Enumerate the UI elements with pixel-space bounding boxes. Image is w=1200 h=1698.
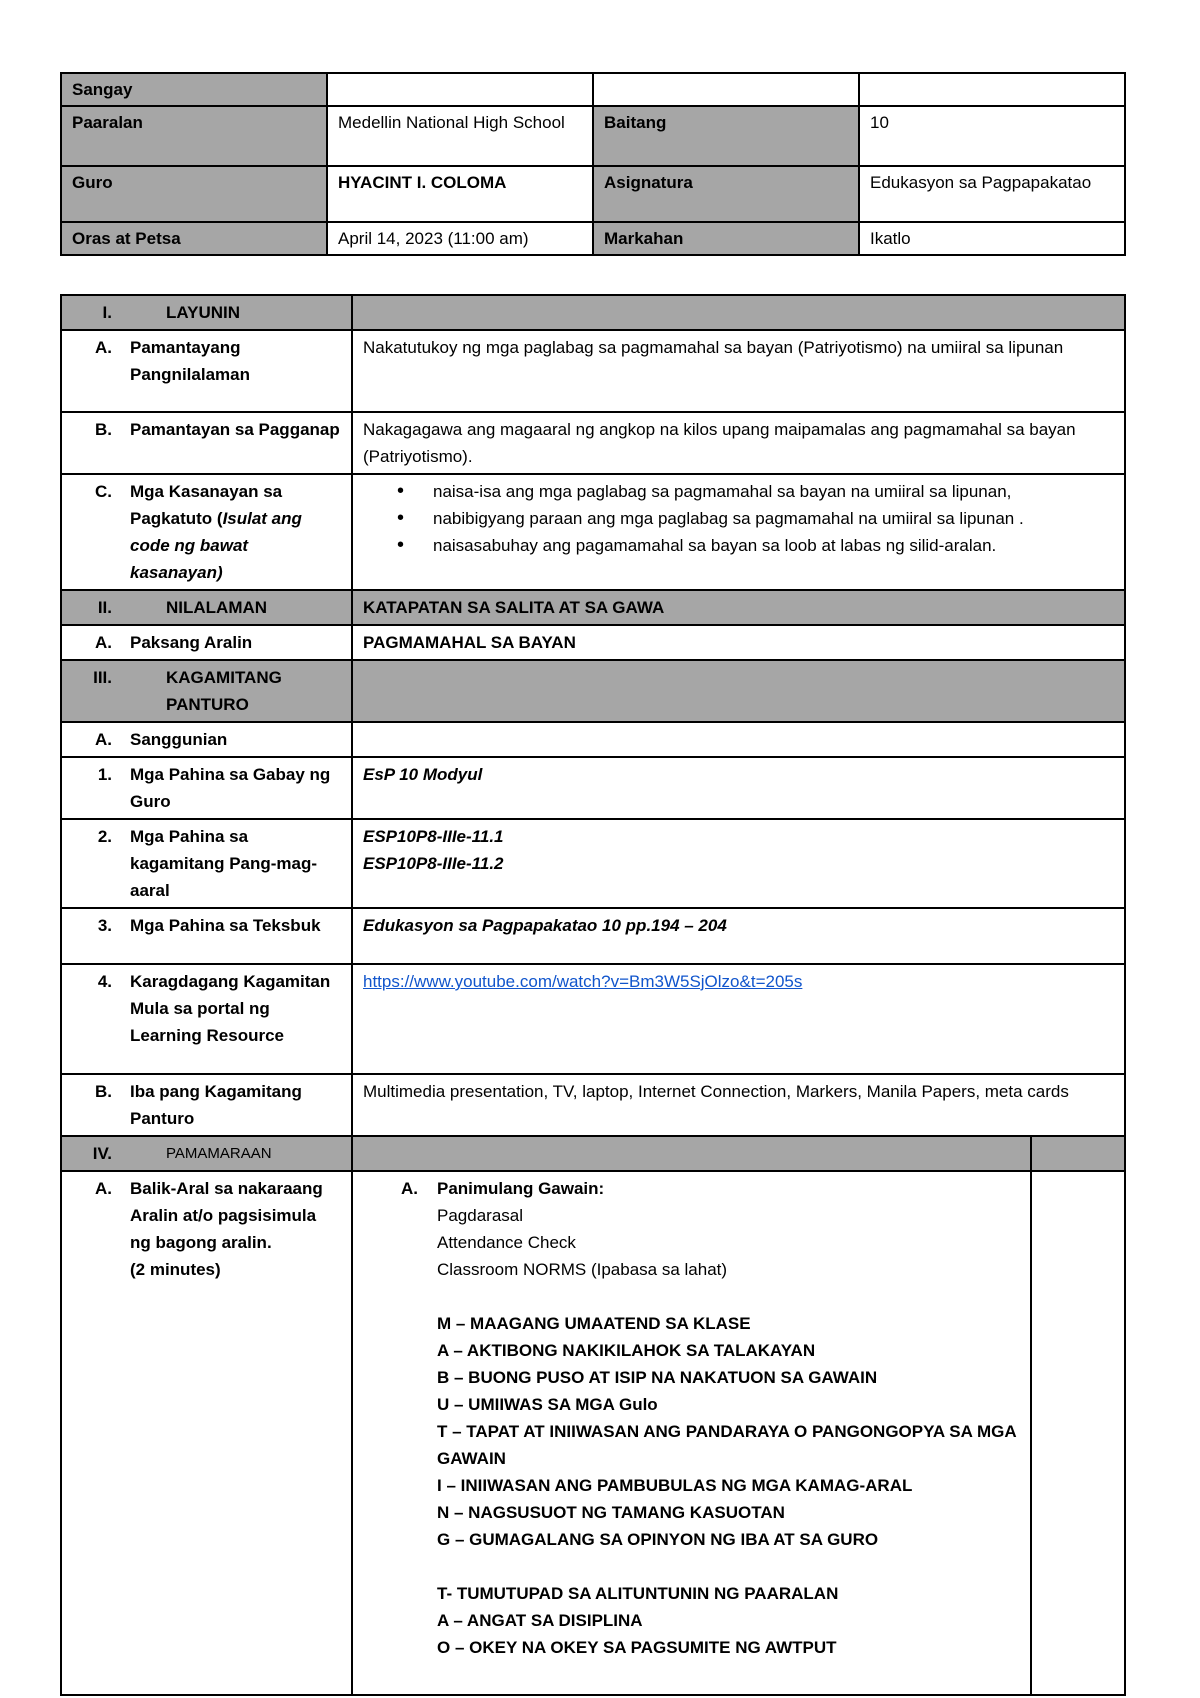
list-item: • naisa-isa ang mga paglabag sa pagmamahal sa bayan na umiiral sa lipunan, bbox=[393, 478, 1114, 505]
row-balik-aral bbox=[61, 1171, 352, 1695]
item-number: 1. bbox=[97, 765, 112, 784]
guro-label: Guro bbox=[61, 166, 327, 222]
pamamaraan-remarks bbox=[1031, 1136, 1125, 1171]
norm-line: B – BUONG PUSO AT ISIP NA NAKATUON SA GAWAIN bbox=[437, 1368, 878, 1387]
section-kagamitang-panturo bbox=[61, 660, 352, 722]
paaralan-value: Medellin National High School bbox=[327, 106, 593, 166]
youtube-link[interactable]: https://www.youtube.com/watch?v=Bm3W5SjOlzo&t=205s bbox=[363, 972, 803, 991]
row-mga-kasanayan bbox=[61, 474, 352, 590]
norm-line: G – GUMAGALANG SA OPINYON NG IBA AT SA GURO bbox=[437, 1530, 879, 1549]
norm-line: N – NAGSUSUOT NG TAMANG KASUOTAN bbox=[437, 1503, 785, 1522]
item-label: Pamantayang Pangnilalaman bbox=[130, 338, 250, 384]
item-number: B. bbox=[95, 1082, 112, 1101]
norm-line: U – UMIIWAS SA MGA Gulo bbox=[437, 1395, 658, 1414]
section-title: NILALAMAN bbox=[166, 598, 268, 617]
sangay-extra-1 bbox=[593, 73, 859, 106]
teksbuk-value: Edukasyon sa Pagpapakatao 10 pp.194 – 204 bbox=[352, 908, 1125, 964]
item-label: Paksang Aralin bbox=[130, 633, 253, 652]
activity-title: Panimulang Gawain: bbox=[437, 1179, 605, 1198]
norm-line: A – AKTIBONG NAKIKILAHOK SA TALAKAYAN bbox=[437, 1341, 816, 1360]
section-layunin bbox=[61, 295, 352, 330]
header-table bbox=[60, 72, 1126, 256]
section-pamamaraan bbox=[61, 1136, 352, 1171]
iba-pang-kagamitang-value: Multimedia presentation, TV, laptop, Internet Connection, Markers, Manila Papers, meta cards bbox=[352, 1074, 1125, 1136]
item-label: Pamantayan sa Pagganap bbox=[130, 420, 340, 439]
balik-aral-content bbox=[352, 1171, 1031, 1695]
asignatura-label: Asignatura bbox=[593, 166, 859, 222]
item-label: Mga Pahina sa Teksbuk bbox=[130, 916, 321, 935]
item-time: (2 minutes) bbox=[130, 1260, 221, 1279]
guro-value: HYACINT I. COLOMA bbox=[327, 166, 593, 222]
section-layunin-value bbox=[352, 295, 1125, 330]
item-label: Mga Kasanayan sa Pagkatuto ( bbox=[130, 482, 283, 528]
sangay-extra-2 bbox=[859, 73, 1125, 106]
item-label: Mga Pahina sa Gabay ng Guro bbox=[130, 765, 331, 811]
code-line: ESP10P8-IIIe-11.1 bbox=[363, 827, 504, 846]
section-title: LAYUNIN bbox=[166, 303, 240, 322]
row-paksang-aralin bbox=[61, 625, 352, 660]
section-number: II. bbox=[97, 598, 112, 617]
row-karagdagang-kagamitan bbox=[61, 964, 352, 1074]
item-label-italic: Isulat ang code ng bawat kasanayan) bbox=[130, 509, 302, 582]
row-pamantayan-sa-pagganap bbox=[61, 412, 352, 474]
sanggunian-value bbox=[352, 722, 1125, 757]
norm-line: T – TAPAT AT INIIWASAN ANG PANDARAYA O PANGONGOPYA SA MGA GAWAIN bbox=[437, 1422, 1016, 1468]
list-item: • naisasabuhay ang pagamamahal sa bayan sa loob at labas ng silid-aralan. bbox=[393, 532, 1114, 559]
norm-line: T- TUMUTUPAD SA ALITUNTUNIN NG PAARALAN bbox=[437, 1584, 839, 1603]
gabay-ng-guro-value: EsP 10 Modyul bbox=[352, 757, 1125, 819]
section-nilalaman bbox=[61, 590, 352, 625]
activity-line: Pagdarasal bbox=[437, 1206, 524, 1225]
item-label: Iba pang Kagamitang Panturo bbox=[130, 1082, 302, 1128]
baitang-label: Baitang bbox=[593, 106, 859, 166]
item-number: A. bbox=[95, 633, 112, 652]
row-pamantayang-pangnilalaman bbox=[61, 330, 352, 412]
item-label: Balik-Aral sa nakaraang Aralin at/o pagsisimula ng bagong aralin. bbox=[130, 1179, 323, 1252]
paksang-aralin-value: PAGMAMAHAL SA BAYAN bbox=[352, 625, 1125, 660]
item-label: Sanggunian bbox=[130, 730, 228, 749]
paaralan-label: Paaralan bbox=[61, 106, 327, 166]
row-teksbuk bbox=[61, 908, 352, 964]
section-title: PAMAMARAAN bbox=[166, 1145, 272, 1162]
activity-line: Classroom NORMS (Ipabasa sa lahat) bbox=[437, 1260, 728, 1279]
norm-line: A – ANGAT SA DISIPLINA bbox=[437, 1611, 643, 1630]
item-number: 4. bbox=[97, 972, 112, 991]
lesson-plan-table bbox=[60, 294, 1126, 1696]
markahan-value: Ikatlo bbox=[859, 222, 1125, 255]
balik-aral-remarks bbox=[1031, 1171, 1125, 1695]
sangay-value bbox=[327, 73, 593, 106]
item-number: C. bbox=[95, 482, 112, 501]
item-number: A. bbox=[95, 338, 112, 357]
oras-label: Oras at Petsa bbox=[61, 222, 327, 255]
section-number: III. bbox=[93, 668, 112, 687]
norm-line: M – MAAGANG UMAATEND SA KLASE bbox=[437, 1314, 751, 1333]
pamantayan-sa-pagganap-value: Nakagagawa ang magaaral ng angkop na kilos upang maipamalas ang pagmamahal sa bayan (Patriyotismo). bbox=[352, 412, 1125, 474]
item-number: 3. bbox=[97, 916, 112, 935]
pamantayang-pangnilalaman-value: Nakatutukoy ng mga paglabag sa pagmamahal sa bayan (Patriyotismo) na umiiral sa lipunan bbox=[352, 330, 1125, 412]
kagamitang-panturo-value bbox=[352, 660, 1125, 722]
markahan-label: Markahan bbox=[593, 222, 859, 255]
item-label: Karagdagang Kagamitan Mula sa portal ng Learning Resource bbox=[130, 972, 331, 1045]
baitang-value: 10 bbox=[859, 106, 1125, 166]
code-line: ESP10P8-IIIe-11.2 bbox=[363, 854, 504, 873]
row-kagamitang-pang-mag-aaral bbox=[61, 819, 352, 908]
row-gabay-ng-guro bbox=[61, 757, 352, 819]
sangay-label: Sangay bbox=[61, 73, 327, 106]
asignatura-value: Edukasyon sa Pagpapakatao bbox=[859, 166, 1125, 222]
item-number: 2. bbox=[97, 827, 112, 846]
mga-kasanayan-value bbox=[352, 474, 1125, 590]
kasanayan-list bbox=[363, 478, 1114, 559]
section-number: I. bbox=[102, 303, 112, 322]
norm-line: O – OKEY NA OKEY SA PAGSUMITE NG AWTPUT bbox=[437, 1638, 837, 1657]
section-title: KAGAMITANG PANTURO bbox=[166, 668, 282, 714]
row-sanggunian bbox=[61, 722, 352, 757]
kagamitang-pang-mag-aaral-value bbox=[352, 819, 1125, 908]
list-item: • nabibigyang paraan ang mga paglabag sa pagmamahal na umiiral sa lipunan . bbox=[393, 505, 1114, 532]
item-number: A. bbox=[95, 1179, 112, 1198]
item-number: A. bbox=[95, 730, 112, 749]
activity-number: A. bbox=[401, 1179, 418, 1198]
item-label: Mga Pahina sa kagamitang Pang-mag-aaral bbox=[130, 827, 318, 900]
activity-line: Attendance Check bbox=[437, 1233, 576, 1252]
norm-line: I – INIIWASAN ANG PAMBUBULAS NG MGA KAMAG-ARAL bbox=[437, 1476, 913, 1495]
nilalaman-value: KATAPATAN SA SALITA AT SA GAWA bbox=[352, 590, 1125, 625]
karagdagang-kagamitan-value bbox=[352, 964, 1125, 1074]
pamamaraan-value bbox=[352, 1136, 1031, 1171]
item-number: B. bbox=[95, 420, 112, 439]
oras-value: April 14, 2023 (11:00 am) bbox=[327, 222, 593, 255]
row-iba-pang-kagamitang bbox=[61, 1074, 352, 1136]
section-number: IV. bbox=[92, 1144, 112, 1163]
